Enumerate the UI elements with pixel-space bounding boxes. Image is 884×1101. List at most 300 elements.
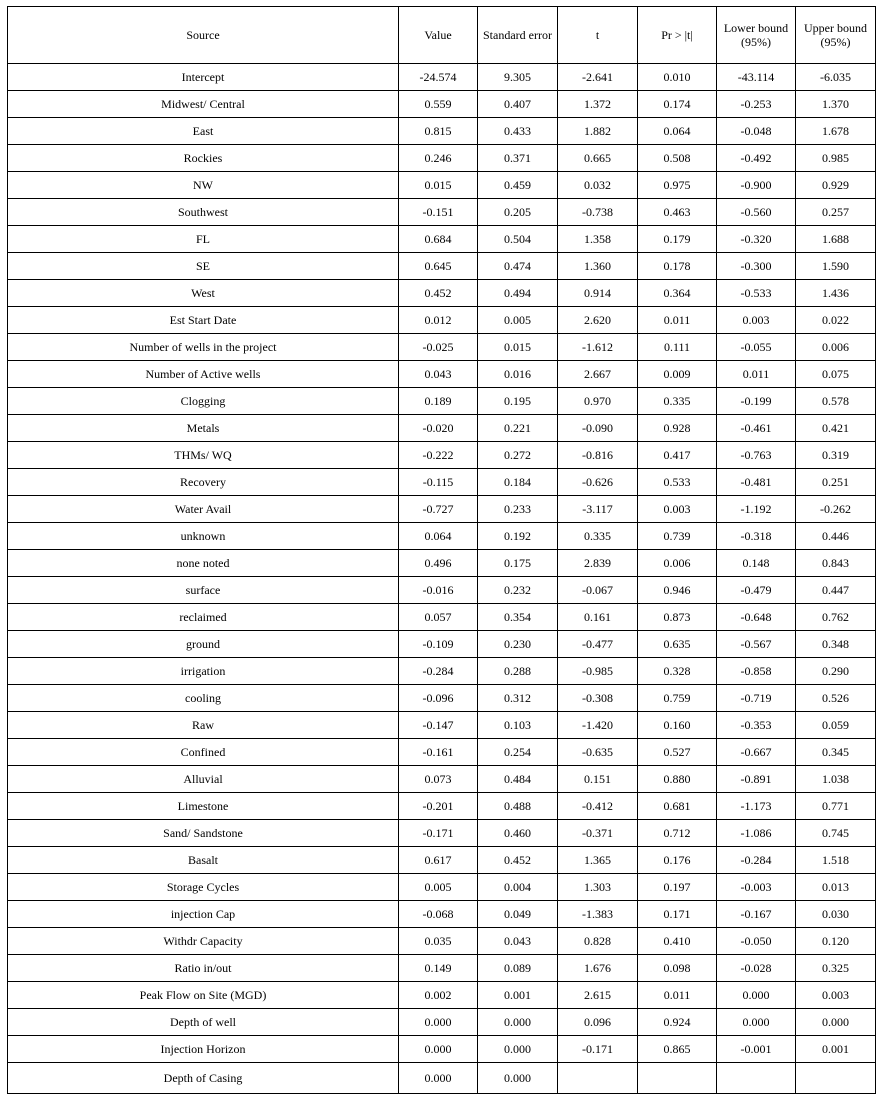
upper-bound-cell: 0.257 [796, 199, 876, 226]
value-cell: 0.035 [399, 928, 478, 955]
standard-error-cell: 0.504 [478, 226, 558, 253]
table-row [8, 388, 876, 415]
upper-bound-cell: 0.348 [796, 631, 876, 658]
standard-error-cell: 0.000 [478, 1036, 558, 1063]
upper-bound-cell: 0.929 [796, 172, 876, 199]
pr-cell: 0.010 [638, 64, 717, 91]
pr-cell: 0.880 [638, 766, 717, 793]
t-cell: 0.151 [558, 766, 638, 793]
standard-error-cell: 9.305 [478, 64, 558, 91]
pr-cell: 0.011 [638, 307, 717, 334]
upper-bound-cell [796, 1063, 876, 1094]
t-cell: -0.635 [558, 739, 638, 766]
standard-error-cell: 0.049 [478, 901, 558, 928]
source-cell: Depth of well [8, 1009, 399, 1036]
source-cell: reclaimed [8, 604, 399, 631]
upper-bound-cell: 0.745 [796, 820, 876, 847]
source-cell: East [8, 118, 399, 145]
t-cell: 0.335 [558, 523, 638, 550]
value-cell: -0.727 [399, 496, 478, 523]
upper-bound-cell: 0.446 [796, 523, 876, 550]
lower-bound-cell: -43.114 [717, 64, 796, 91]
standard-error-cell: 0.452 [478, 847, 558, 874]
upper-bound-cell: 0.030 [796, 901, 876, 928]
lower-bound-cell: 0.003 [717, 307, 796, 334]
value-cell: -0.016 [399, 577, 478, 604]
source-cell: Injection Horizon [8, 1036, 399, 1063]
standard-error-cell: 0.016 [478, 361, 558, 388]
table-row [8, 874, 876, 901]
table-row [8, 199, 876, 226]
table-row [8, 523, 876, 550]
upper-bound-cell: 0.319 [796, 442, 876, 469]
lower-bound-cell: -0.858 [717, 658, 796, 685]
table-row [8, 631, 876, 658]
pr-cell: 0.328 [638, 658, 717, 685]
lower-bound-cell: 0.148 [717, 550, 796, 577]
upper-bound-cell: 0.003 [796, 982, 876, 1009]
standard-error-cell: 0.371 [478, 145, 558, 172]
lower-bound-cell: -0.481 [717, 469, 796, 496]
lower-bound-cell: -0.300 [717, 253, 796, 280]
upper-bound-cell: 0.290 [796, 658, 876, 685]
standard-error-cell: 0.272 [478, 442, 558, 469]
source-cell: surface [8, 577, 399, 604]
t-cell: 2.839 [558, 550, 638, 577]
pr-cell: 0.011 [638, 982, 717, 1009]
lower-bound-cell: -0.533 [717, 280, 796, 307]
t-cell: -0.412 [558, 793, 638, 820]
t-cell: -0.985 [558, 658, 638, 685]
upper-bound-cell: 1.678 [796, 118, 876, 145]
pr-cell: 0.865 [638, 1036, 717, 1063]
value-cell: 0.645 [399, 253, 478, 280]
lower-bound-cell: -0.001 [717, 1036, 796, 1063]
pr-cell: 0.873 [638, 604, 717, 631]
t-cell: 0.914 [558, 280, 638, 307]
pr-cell: 0.739 [638, 523, 717, 550]
value-cell: -0.161 [399, 739, 478, 766]
t-cell: -0.477 [558, 631, 638, 658]
lower-bound-cell: -0.050 [717, 928, 796, 955]
source-cell: injection Cap [8, 901, 399, 928]
lower-bound-cell: -0.461 [717, 415, 796, 442]
source-cell: Intercept [8, 64, 399, 91]
standard-error-cell: 0.103 [478, 712, 558, 739]
pr-cell: 0.364 [638, 280, 717, 307]
value-cell: 0.684 [399, 226, 478, 253]
table-row [8, 685, 876, 712]
table-row [8, 496, 876, 523]
value-cell: -0.025 [399, 334, 478, 361]
table-row [8, 550, 876, 577]
table-row [8, 361, 876, 388]
standard-error-cell: 0.312 [478, 685, 558, 712]
lower-bound-cell: -0.900 [717, 172, 796, 199]
table-row [8, 820, 876, 847]
source-cell: Sand/ Sandstone [8, 820, 399, 847]
standard-error-cell: 0.433 [478, 118, 558, 145]
table-row [8, 739, 876, 766]
upper-bound-cell: 0.526 [796, 685, 876, 712]
source-cell: Clogging [8, 388, 399, 415]
t-cell: 0.096 [558, 1009, 638, 1036]
value-cell: 0.043 [399, 361, 478, 388]
lower-bound-cell: -0.891 [717, 766, 796, 793]
table-row [8, 928, 876, 955]
lower-bound-cell: -0.492 [717, 145, 796, 172]
value-cell: -0.147 [399, 712, 478, 739]
upper-bound-cell: 0.000 [796, 1009, 876, 1036]
standard-error-cell: 0.015 [478, 334, 558, 361]
pr-cell: 0.975 [638, 172, 717, 199]
standard-error-cell: 0.175 [478, 550, 558, 577]
standard-error-cell: 0.354 [478, 604, 558, 631]
value-cell: 0.000 [399, 1036, 478, 1063]
lower-bound-cell: 0.000 [717, 1009, 796, 1036]
t-cell: 0.032 [558, 172, 638, 199]
pr-cell: 0.176 [638, 847, 717, 874]
t-header: t [558, 7, 638, 64]
value-cell: 0.064 [399, 523, 478, 550]
lower-bound-cell: -0.567 [717, 631, 796, 658]
lower-bound-cell: 0.011 [717, 361, 796, 388]
standard-error-cell: 0.005 [478, 307, 558, 334]
table-row [8, 145, 876, 172]
upper-bound-cell: 0.251 [796, 469, 876, 496]
source-cell: Limestone [8, 793, 399, 820]
source-cell: irrigation [8, 658, 399, 685]
upper-bound-cell: 0.843 [796, 550, 876, 577]
standard-error-cell: 0.484 [478, 766, 558, 793]
t-cell: -1.612 [558, 334, 638, 361]
source-cell: Depth of Casing [8, 1063, 399, 1094]
value-cell: 0.452 [399, 280, 478, 307]
lower-bound-cell: -0.560 [717, 199, 796, 226]
pr-cell: 0.174 [638, 91, 717, 118]
t-cell: -0.626 [558, 469, 638, 496]
table-row [8, 334, 876, 361]
value-cell: -0.020 [399, 415, 478, 442]
header-row [8, 7, 876, 64]
pr-header: Pr > |t| [638, 7, 717, 64]
lower-bound-cell: -0.167 [717, 901, 796, 928]
value-cell: 0.815 [399, 118, 478, 145]
standard-error-cell: 0.089 [478, 955, 558, 982]
standard-error-cell: 0.000 [478, 1063, 558, 1094]
regression-table [7, 6, 876, 1094]
value-cell: 0.057 [399, 604, 478, 631]
source-cell: Raw [8, 712, 399, 739]
standard-error-cell: 0.460 [478, 820, 558, 847]
table-row [8, 253, 876, 280]
upper-bound-cell: 0.075 [796, 361, 876, 388]
upper-bound-cell: 0.578 [796, 388, 876, 415]
lower-bound-cell: -0.253 [717, 91, 796, 118]
standard-error-cell: 0.474 [478, 253, 558, 280]
pr-cell: 0.064 [638, 118, 717, 145]
pr-cell: 0.160 [638, 712, 717, 739]
table-row [8, 793, 876, 820]
lower-bound-cell: -0.667 [717, 739, 796, 766]
source-cell: cooling [8, 685, 399, 712]
pr-cell: 0.417 [638, 442, 717, 469]
t-cell: 1.676 [558, 955, 638, 982]
upper-bound-cell: 0.771 [796, 793, 876, 820]
source-cell: West [8, 280, 399, 307]
value-cell: 0.073 [399, 766, 478, 793]
source-cell: Southwest [8, 199, 399, 226]
pr-cell: 0.712 [638, 820, 717, 847]
standard-error-cell: 0.205 [478, 199, 558, 226]
table-row [8, 172, 876, 199]
pr-cell: 0.946 [638, 577, 717, 604]
t-cell: -0.171 [558, 1036, 638, 1063]
table-row [8, 64, 876, 91]
table-row [8, 982, 876, 1009]
table-row [8, 91, 876, 118]
upper-bound-cell: 0.022 [796, 307, 876, 334]
pr-cell: 0.003 [638, 496, 717, 523]
value-cell: 0.015 [399, 172, 478, 199]
upper-bound-cell: 0.120 [796, 928, 876, 955]
table-row [8, 577, 876, 604]
pr-cell: 0.681 [638, 793, 717, 820]
source-cell: Alluvial [8, 766, 399, 793]
source-cell: SE [8, 253, 399, 280]
pr-cell: 0.197 [638, 874, 717, 901]
t-cell: -3.117 [558, 496, 638, 523]
t-cell: -1.383 [558, 901, 638, 928]
t-cell: 0.665 [558, 145, 638, 172]
value-cell: 0.149 [399, 955, 478, 982]
standard-error-cell: 0.195 [478, 388, 558, 415]
upper-bound-cell: 1.370 [796, 91, 876, 118]
t-cell [558, 1063, 638, 1094]
table-row [8, 307, 876, 334]
lower-bound-cell: -0.284 [717, 847, 796, 874]
upper-bound-cell: 1.518 [796, 847, 876, 874]
source-cell: Number of Active wells [8, 361, 399, 388]
value-cell: -0.151 [399, 199, 478, 226]
lower-bound-cell: -0.199 [717, 388, 796, 415]
upper-bound-cell: 0.985 [796, 145, 876, 172]
value-cell: 0.012 [399, 307, 478, 334]
pr-cell [638, 1063, 717, 1094]
pr-cell: 0.009 [638, 361, 717, 388]
source-cell: Metals [8, 415, 399, 442]
table-row [8, 1009, 876, 1036]
t-cell: -0.738 [558, 199, 638, 226]
table-row [8, 118, 876, 145]
standard-error-cell: 0.407 [478, 91, 558, 118]
source-cell: NW [8, 172, 399, 199]
value-cell: -24.574 [399, 64, 478, 91]
value-header: Value [399, 7, 478, 64]
table-row [8, 712, 876, 739]
lower-bound-cell: -0.353 [717, 712, 796, 739]
source-cell: ground [8, 631, 399, 658]
pr-cell: 0.924 [638, 1009, 717, 1036]
standard-error-cell: 0.043 [478, 928, 558, 955]
t-cell: 1.882 [558, 118, 638, 145]
lower-bound-cell: -0.763 [717, 442, 796, 469]
upper-bound-cell: 0.421 [796, 415, 876, 442]
source-cell: FL [8, 226, 399, 253]
upper-bound-cell: 0.006 [796, 334, 876, 361]
upper-bound-cell: 0.345 [796, 739, 876, 766]
t-cell: 1.303 [558, 874, 638, 901]
pr-cell: 0.508 [638, 145, 717, 172]
t-cell: 0.161 [558, 604, 638, 631]
source-cell: none noted [8, 550, 399, 577]
t-cell: 0.828 [558, 928, 638, 955]
standard-error-cell: 0.230 [478, 631, 558, 658]
pr-cell: 0.463 [638, 199, 717, 226]
source-cell: Midwest/ Central [8, 91, 399, 118]
table-row [8, 415, 876, 442]
table-row [8, 442, 876, 469]
table-row [8, 901, 876, 928]
value-cell: 0.002 [399, 982, 478, 1009]
value-cell: 0.000 [399, 1009, 478, 1036]
source-cell: Confined [8, 739, 399, 766]
lower-bound-cell: -0.003 [717, 874, 796, 901]
standard-error-cell: 0.000 [478, 1009, 558, 1036]
lower-bound-cell: -0.320 [717, 226, 796, 253]
value-cell: -0.171 [399, 820, 478, 847]
t-cell: 0.970 [558, 388, 638, 415]
standard-error-cell: 0.494 [478, 280, 558, 307]
lower-bound-cell [717, 1063, 796, 1094]
table-row [8, 280, 876, 307]
lower-bound-cell: -0.048 [717, 118, 796, 145]
upper-bound-cell: 0.001 [796, 1036, 876, 1063]
standard-error-cell: 0.288 [478, 658, 558, 685]
lower-bound-cell: -1.086 [717, 820, 796, 847]
upper-bound-cell: 1.038 [796, 766, 876, 793]
pr-cell: 0.179 [638, 226, 717, 253]
standard-error-cell: 0.232 [478, 577, 558, 604]
lower-bound-cell: -0.318 [717, 523, 796, 550]
value-cell: 0.496 [399, 550, 478, 577]
upper-bound-cell: 0.013 [796, 874, 876, 901]
upper-bound-cell: 0.447 [796, 577, 876, 604]
table-body [8, 64, 876, 1094]
table-row [8, 847, 876, 874]
value-cell: -0.201 [399, 793, 478, 820]
standard-error-cell: 0.459 [478, 172, 558, 199]
upper-bound-cell: 0.762 [796, 604, 876, 631]
t-cell: 1.358 [558, 226, 638, 253]
value-cell: -0.115 [399, 469, 478, 496]
lower-bound-cell: -0.719 [717, 685, 796, 712]
t-cell: 1.360 [558, 253, 638, 280]
t-cell: 2.615 [558, 982, 638, 1009]
lower-bound-cell: -1.192 [717, 496, 796, 523]
source-cell: Water Avail [8, 496, 399, 523]
standard-error-cell: 0.221 [478, 415, 558, 442]
upper-bound-cell: 0.059 [796, 712, 876, 739]
t-cell: -0.067 [558, 577, 638, 604]
table-row [8, 766, 876, 793]
t-cell: -1.420 [558, 712, 638, 739]
source-cell: Ratio in/out [8, 955, 399, 982]
value-cell: -0.284 [399, 658, 478, 685]
t-cell: -0.371 [558, 820, 638, 847]
table-row [8, 955, 876, 982]
source-cell: Number of wells in the project [8, 334, 399, 361]
t-cell: -0.090 [558, 415, 638, 442]
standard-error-cell: 0.192 [478, 523, 558, 550]
table-row [8, 1036, 876, 1063]
table-row [8, 658, 876, 685]
upper-bound-cell: -6.035 [796, 64, 876, 91]
table-row [8, 604, 876, 631]
value-cell: -0.096 [399, 685, 478, 712]
pr-cell: 0.111 [638, 334, 717, 361]
pr-cell: 0.928 [638, 415, 717, 442]
table-row [8, 1063, 876, 1094]
source-cell: Basalt [8, 847, 399, 874]
pr-cell: 0.171 [638, 901, 717, 928]
value-cell: -0.068 [399, 901, 478, 928]
lower-bound-cell: -0.028 [717, 955, 796, 982]
source-cell: Withdr Capacity [8, 928, 399, 955]
value-cell: -0.222 [399, 442, 478, 469]
upper-bound-cell: 0.325 [796, 955, 876, 982]
lower-bound-cell: 0.000 [717, 982, 796, 1009]
t-cell: -0.816 [558, 442, 638, 469]
standard-error-header: Standard error [478, 7, 558, 64]
pr-cell: 0.527 [638, 739, 717, 766]
t-cell: 2.620 [558, 307, 638, 334]
lower-bound-cell: -1.173 [717, 793, 796, 820]
standard-error-cell: 0.488 [478, 793, 558, 820]
lower-bound-cell: -0.648 [717, 604, 796, 631]
value-cell: -0.109 [399, 631, 478, 658]
standard-error-cell: 0.254 [478, 739, 558, 766]
source-cell: Storage Cycles [8, 874, 399, 901]
source-cell: Est Start Date [8, 307, 399, 334]
source-cell: Peak Flow on Site (MGD) [8, 982, 399, 1009]
pr-cell: 0.635 [638, 631, 717, 658]
lower-bound-cell: -0.055 [717, 334, 796, 361]
upper-bound-cell: -0.262 [796, 496, 876, 523]
value-cell: 0.617 [399, 847, 478, 874]
standard-error-cell: 0.004 [478, 874, 558, 901]
lower-bound-header: Lower bound (95%) [717, 7, 796, 64]
value-cell: 0.005 [399, 874, 478, 901]
standard-error-cell: 0.233 [478, 496, 558, 523]
value-cell: 0.246 [399, 145, 478, 172]
pr-cell: 0.410 [638, 928, 717, 955]
standard-error-cell: 0.184 [478, 469, 558, 496]
value-cell: 0.189 [399, 388, 478, 415]
t-cell: 1.372 [558, 91, 638, 118]
standard-error-cell: 0.001 [478, 982, 558, 1009]
t-cell: 1.365 [558, 847, 638, 874]
table-row [8, 469, 876, 496]
upper-bound-header: Upper bound (95%) [796, 7, 876, 64]
pr-cell: 0.759 [638, 685, 717, 712]
table-row [8, 226, 876, 253]
value-cell: 0.559 [399, 91, 478, 118]
source-cell: Recovery [8, 469, 399, 496]
source-cell: THMs/ WQ [8, 442, 399, 469]
upper-bound-cell: 1.436 [796, 280, 876, 307]
t-cell: -0.308 [558, 685, 638, 712]
